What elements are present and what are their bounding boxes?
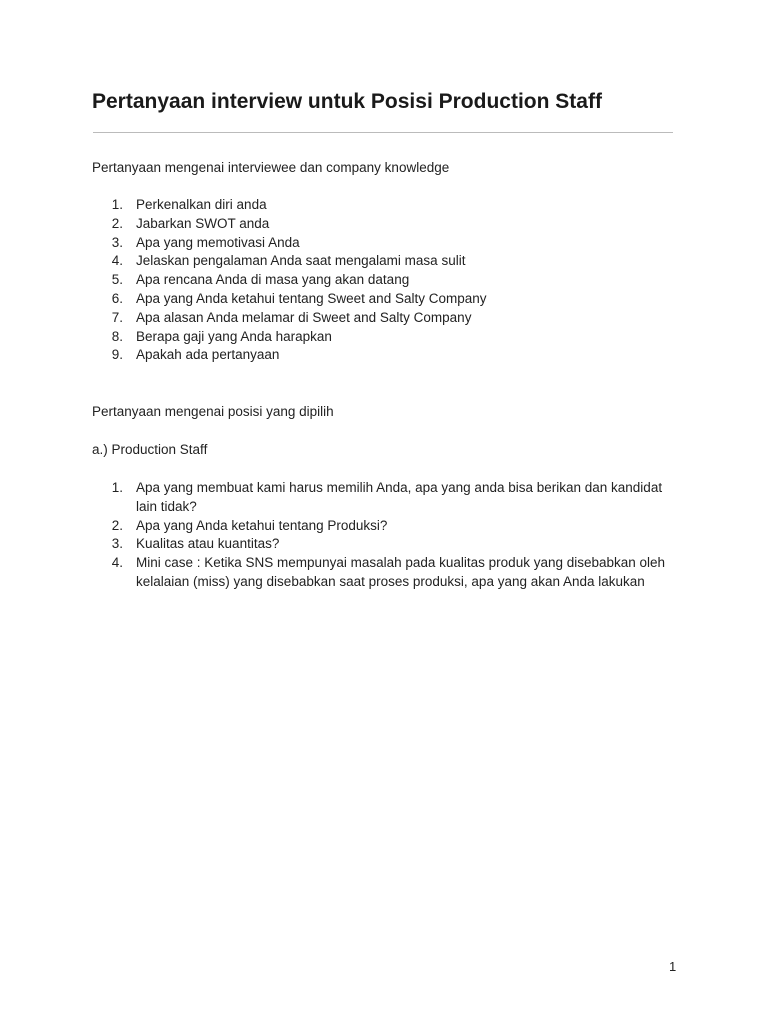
item-number: 1. <box>111 197 123 212</box>
item-text: Mini case : Ketika SNS mempunyai masalah pada kualitas produk yang disebabkan oleh kelalaian (miss) yang disebabkan saat proses produksi, apa yang akan Anda lakukan <box>136 555 666 589</box>
item-number: 4. <box>111 555 123 571</box>
sub-heading: a.) Production Staff <box>92 442 208 457</box>
item-text: Apa yang Anda ketahui tentang Sweet and Salty Company <box>136 290 487 306</box>
list-item <box>92 252 652 271</box>
question-list-2 <box>92 479 682 592</box>
item-text: Apa yang Anda ketahui tentang Produksi? <box>136 517 388 533</box>
list-item <box>92 196 652 215</box>
item-text: Perkenalkan diri anda <box>136 197 267 212</box>
item-number: 9. <box>111 347 123 363</box>
item-number: 2. <box>111 215 123 231</box>
page-number: 1 <box>669 959 677 974</box>
list-item <box>92 479 682 517</box>
item-text: Apa yang memotivasi Anda <box>136 234 300 250</box>
section-heading: Pertanyaan mengenai interviewee dan company knowledge <box>92 160 450 175</box>
item-text: Jabarkan SWOT anda <box>136 215 270 231</box>
item-text: Apa yang membuat kami harus memilih Anda, apa yang anda bisa berikan dan kandidat lain tidak? <box>136 480 663 514</box>
list-item <box>92 234 652 253</box>
horizontal-rule <box>93 132 673 133</box>
list-item <box>92 215 652 234</box>
list-item <box>92 328 652 347</box>
item-text: Berapa gaji yang Anda harapkan <box>136 328 332 344</box>
list-item <box>92 309 652 328</box>
section-heading: Pertanyaan mengenai posisi yang dipilih <box>92 404 334 419</box>
item-text: Apa alasan Anda melamar di Sweet and Salty Company <box>136 309 472 325</box>
item-number: 3. <box>111 536 123 552</box>
item-text: Apakah ada pertanyaan <box>136 347 280 363</box>
list-item <box>92 517 682 536</box>
list-item <box>92 346 652 365</box>
item-number: 6. <box>111 290 123 306</box>
list-item <box>92 554 682 592</box>
list-item <box>92 535 682 554</box>
item-text: Apa rencana Anda di masa yang akan datang <box>136 272 410 288</box>
item-number: 1. <box>111 480 123 495</box>
item-number: 7. <box>111 309 123 325</box>
list-item <box>92 290 652 309</box>
list-item <box>92 271 652 290</box>
item-number: 4. <box>111 253 123 269</box>
page-title: Pertanyaan interview untuk Posisi Production Staff <box>92 90 602 113</box>
item-number: 5. <box>111 272 123 288</box>
item-number: 8. <box>111 328 123 344</box>
item-text: Kualitas atau kuantitas? <box>136 536 280 552</box>
item-number: 3. <box>111 234 123 250</box>
item-number: 2. <box>111 517 123 533</box>
question-list-1 <box>92 196 652 365</box>
item-text: Jelaskan pengalaman Anda saat mengalami masa sulit <box>136 253 466 269</box>
